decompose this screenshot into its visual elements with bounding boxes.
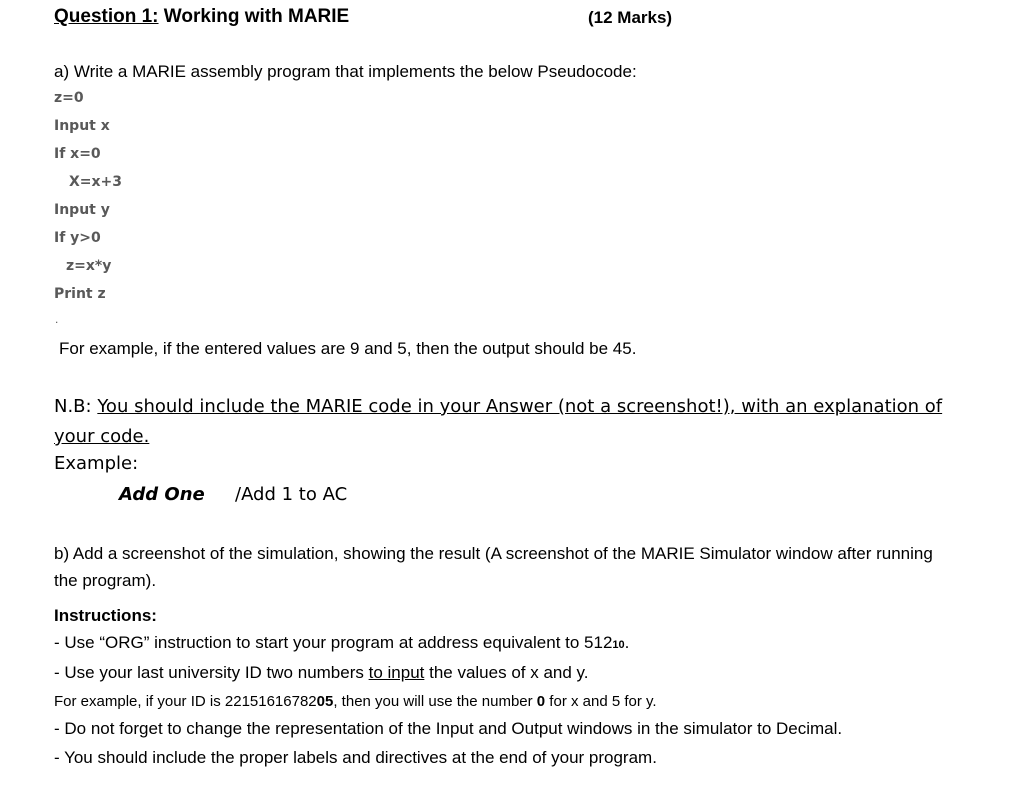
instruction-3-after: for x and 5 for y.	[545, 693, 657, 710]
pseudocode-line-1: z=0	[54, 90, 84, 106]
separator-dot: .	[55, 312, 59, 326]
example-code	[119, 484, 348, 505]
pseudocode-line-7: z=x*y	[66, 258, 112, 274]
note-text: You should include the MARIE code in your Answer (not a screenshot!), with an explanation of your code.	[54, 396, 943, 447]
instruction-2-before: - Use your last university ID two numbers	[54, 663, 369, 682]
pseudocode-line-3: If x=0	[54, 146, 101, 162]
question-title	[54, 6, 349, 28]
instruction-3-before: For example, if your ID is 22151616782	[54, 693, 317, 710]
pseudocode-line-5: Input y	[54, 202, 110, 218]
marks-label: (12 Marks)	[588, 8, 673, 27]
instruction-3-bold-zero: 0	[536, 693, 546, 710]
pseudocode-line-8: Print z	[54, 286, 106, 302]
instruction-item-5: - You should include the proper labels and directives at the end of your program.	[54, 748, 657, 767]
instruction-item-2	[54, 663, 589, 683]
example-instruction: Add One	[119, 484, 205, 505]
question-heading: Working with MARIE	[158, 6, 350, 27]
instruction-1-text: - Use “ORG” instruction to start your program at address equivalent to 512	[54, 633, 613, 652]
instruction-item-1	[54, 633, 629, 653]
question-label: Question 1:	[54, 6, 159, 27]
base-subscript: 10	[612, 639, 625, 651]
part-b-text: b) Add a screenshot of the simulation, showing the result (A screenshot of the MARIE Simulator window after running the program).	[54, 544, 933, 590]
pseudocode-line-4: X=x+3	[69, 174, 123, 190]
instruction-2-underlined: to input	[368, 663, 425, 682]
part-a-example: For example, if the entered values are 9 and 5, then the output should be 45.	[59, 339, 637, 358]
instruction-3-bold-digits: 05	[316, 693, 334, 710]
pseudocode-line-2: Input x	[54, 118, 110, 134]
note-paragraph	[54, 392, 954, 452]
example-label: Example:	[54, 453, 139, 474]
pseudocode-line-6: If y>0	[54, 230, 101, 246]
instruction-1-end: .	[624, 633, 630, 652]
instruction-item-4: - Do not forget to change the representation of the Input and Output windows in the simulator to Decimal.	[54, 719, 843, 738]
instruction-3-mid: , then you will use the number	[333, 693, 537, 710]
instruction-2-after: the values of x and y.	[424, 663, 589, 682]
instructions-heading: Instructions:	[54, 606, 157, 625]
note-prefix: N.B:	[54, 396, 98, 417]
example-comment: /Add 1 to AC	[235, 484, 348, 505]
part-a-prompt: a) Write a MARIE assembly program that implements the below Pseudocode:	[54, 62, 637, 81]
instruction-item-3	[54, 693, 657, 710]
